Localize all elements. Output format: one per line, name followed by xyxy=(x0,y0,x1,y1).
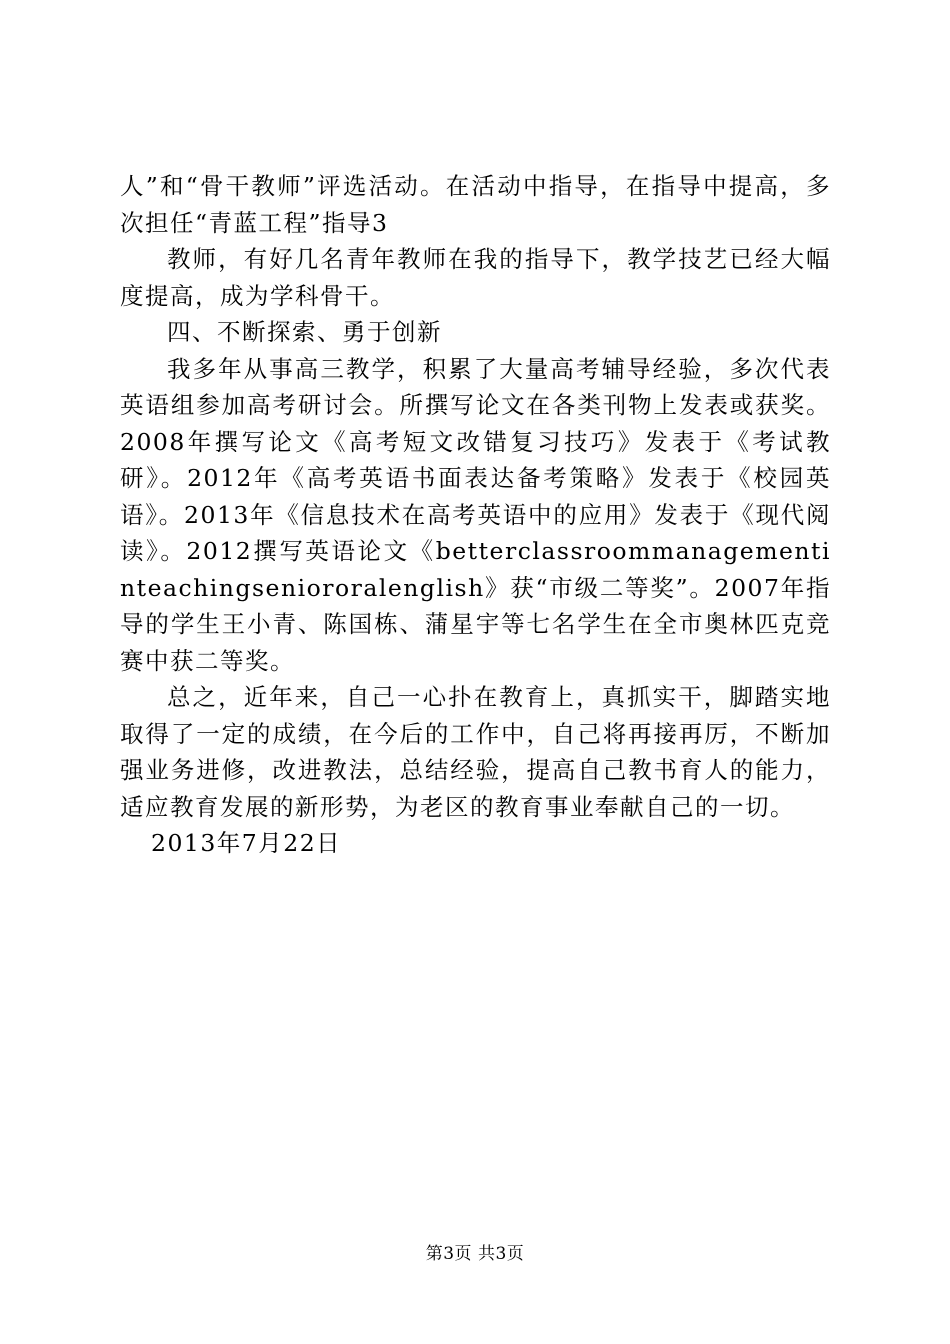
paragraph-research: 我多年从事高三教学，积累了大量高考辅导经验，多次代表英语组参加高考研讨会。所撰写论文在各类刊物上发表或获奖。2008年撰写论文《高考短文改错复习技巧》发表于《考试教研》。2012年《高考英语书面表达备考策略》发表于《校园英语》。2013年《信息技术在高考英语中的应用》发表于《现代阅读》。2012撰写英语论文《betterclassroommanagementinteachingseniororalenglish》获“市级二等奖”。2007年指导的学生王小青、陈国栋、蒲星宇等七名学生在全市奥林匹克竞赛中获二等奖。 xyxy=(120,354,831,675)
paragraph-summary: 总之，近年来，自己一心扑在教育上，真抓实干，脚踏实地取得了一定的成绩，在今后的工作中，自己将再接再厉，不断加强业务进修，改进教法，总结经验，提高自己教书育人的能力，适应教育发展的新形势，为老区的教育事业奉献自己的一切。 xyxy=(120,683,831,821)
section-heading: 四、不断探索、勇于创新 xyxy=(167,318,442,346)
document-body xyxy=(120,168,831,862)
page-number-footer: 第3页 共3页 xyxy=(425,1244,525,1264)
paragraph-mentoring: 教师，有好几名青年教师在我的指导下，教学技艺已经大幅度提高，成为学科骨干。 xyxy=(120,245,831,310)
document-date: 2013年7月22日 xyxy=(151,829,342,857)
paragraph-continuation: 人”和“骨干教师”评选活动。在活动中指导，在指导中提高，多次担任“青蓝工程”指导3 xyxy=(120,172,831,237)
